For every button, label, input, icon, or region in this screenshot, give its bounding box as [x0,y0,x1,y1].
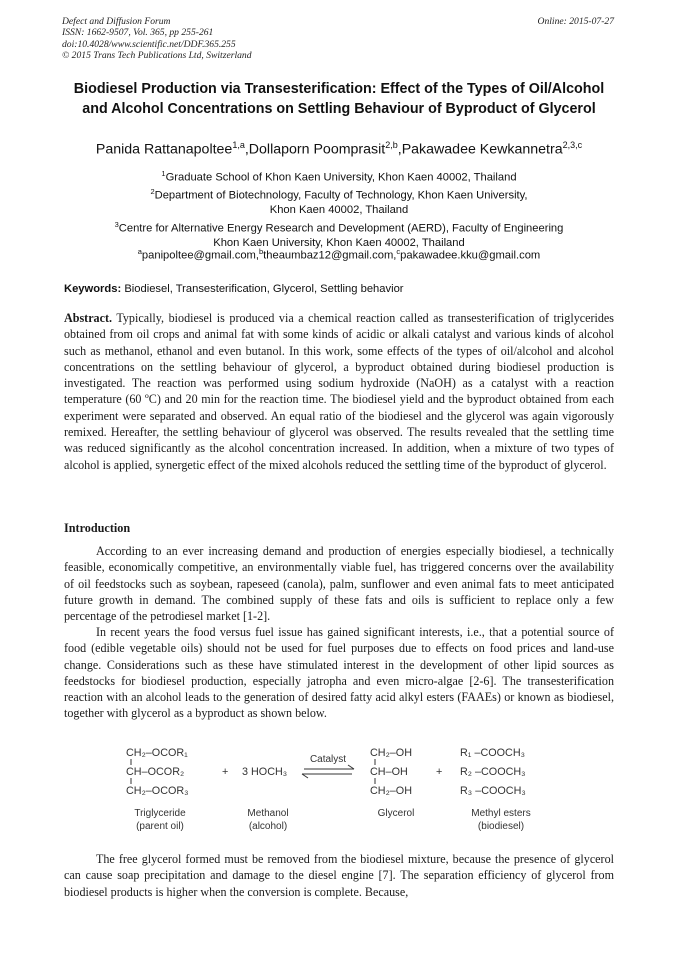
author-name: Panida Rattanapoltee [95,141,233,158]
triglyceride-caption: Triglyceride [134,808,186,819]
ester-row-3: R₃ –COOCH₃ [460,785,526,797]
paper-title: Biodiesel Production via Transesterification: Effect of the Types of Oil/Alcohol and Alcohol Concentrations on Settling Behaviour of Byproduct of Glycerol [73,81,605,117]
plus-sign: + [436,766,443,778]
author-affiliation-marker: 1,a [232,140,245,150]
author-list: Panida Rattanapoltee$^{1,a}$,Dollaporn Poomprasit$^{2,b}$,Pakawadee Kewkannetra$^{2,3,c}$ [95,140,583,158]
copyright-line: © 2015 Trans Tech Publications Ltd, Switzerland [62,49,252,61]
intro-paragraph-3: The free glycerol formed must be removed from the biodiesel mixture, because the presence of glycerol can cause soap precipitation and damage to the diesel engine [7]. The separation efficiency of glycerol from biodiesel products is higher when the conversion is complete. Because, [64,852,614,899]
ester-row-2: R₂ –COOCH₃ [460,766,526,778]
journal-name: Defect and Diffusion Forum [62,16,171,27]
author-name: Dollaporn Poomprasit [248,141,386,158]
abstract [64,310,614,473]
affiliation-2: $^2$Department of Biotechnology, Faculty of Technology, Khon Kaen University, [150,187,528,202]
doi-line[interactable]: doi:10.4028/www.scientific.net/DDF.365.255 [62,38,236,50]
journal-header [62,16,252,61]
author-affiliation-marker: 2,3,c [562,140,583,150]
glycerol-row-2: CH–OH [370,766,408,778]
intro-paragraph-2: In recent years the food versus fuel issue has gained significant interests, i.e., that a potential source of food (edible vegetable oils) should not be used for fuel purposes due to effects on food prices and land-use change. Considerations such as these have stimulated interest in the development of other lipid sources as feedstocks for biodiesel production, especially jatropha and even micro-algae [2-6]. The transesterification reaction with an alcohol leads to the generation of desired fatty acid alkyl esters (FAAEs) or known as biodiesel, together with glycerol as a byproduct as shown below. [64,625,614,721]
triglyceride-row-2: CH–OCOR₂ [126,766,185,778]
keywords-text: Biodiesel, Transesterification, Glycerol, Settling behavior [124,283,404,295]
issn-line: ISSN: 1662-9507, Vol. 365, pp 255-261 [62,27,214,39]
keywords [64,283,404,295]
transesterification-scheme [120,740,560,840]
glycerol-structure [370,747,414,819]
affiliation-1: $^1$Graduate School of Khon Kaen University, Khon Kaen 40002, Thailand [161,169,517,184]
methanol-formula: 3 HOCH₃ [242,766,288,778]
glycerol-caption: Glycerol [377,808,415,819]
affiliation-3: $^3$Centre for Alternative Energy Research and Development (AERD), Faculty of Engineering [114,219,564,235]
methanol-caption-sub: (alcohol) [248,821,288,832]
author-name: Pakawadee Kewkannetra [401,141,563,158]
plus-sign: + [222,766,229,778]
triglyceride-structure [126,747,189,832]
intro-paragraph-1: According to an ever increasing demand and production of energies especially biodiesel, a technically feasible, economically competitive, an environmentally viable fuel, has triggered concerns over the availability of oil feedstocks such as soybean, rapeseed (canola), palm, sunflower and even animal fats to meet anticipated future growth in demand. The combined supply of these fats and oils is sufficient to replace only a few percentage of the petrodiesel market [1-2]. [64,544,614,624]
author-emails: $^a$panipoltee@gmail.com,$^b$theaumbaz12@gmail.com,$^c$pakawadee.kku@gmail.com [137,247,541,262]
triglyceride-row-1: CH₂–OCOR₁ [126,747,188,759]
methanol [242,766,289,832]
methyl-esters-structure [460,747,531,832]
glycerol-row-3: CH₂–OH [370,785,412,797]
triglyceride-caption-sub: (parent oil) [136,821,184,832]
ester-row-1: R₁ –COOCH₃ [460,747,526,759]
author-affiliation-marker: 2,b [385,140,398,150]
esters-caption-sub: (biodiesel) [477,821,525,832]
keywords-label: Keywords: [64,283,122,295]
online-date: Online: 2015-07-27 [537,16,614,27]
catalyst-label: Catalyst [309,754,347,765]
reaction-arrow [302,754,354,778]
abstract-label: Abstract. [64,311,113,325]
triglyceride-row-3: CH₂–OCOR₃ [126,785,189,797]
email-link[interactable]: panipoltee@gmail.com [141,249,256,262]
email-link[interactable]: theaumbaz12@gmail.com [263,249,394,262]
affiliation-3-cont: Khon Kaen University, Khon Kaen 40002, Thailand [213,237,465,250]
email-link[interactable]: pakawadee.kku@gmail.com [400,249,541,262]
affiliation-2-cont: Khon Kaen 40002, Thailand [269,204,409,217]
section-heading: Introduction [64,521,131,535]
esters-caption: Methyl esters [471,808,531,819]
methanol-caption: Methanol [247,808,289,819]
abstract-text: Typically, biodiesel is produced via a chemical reaction called as transesterification of triglycerides obtained from oil crops and animal fat with some kinds of acidic or alkali catalyst and various kinds of alcohol such as methanol, ethanol and even butanol. In this work, some effects of the types of oil/alcohol and alcohol concentrations on the settling behaviour of glycerol, a byproduct obtained during biodiesel production is investigated. The reaction was performed using sodium hydroxide (NaOH) as a catalyst with a reaction temperature (60 ºC) and 20 min for the reaction time. The biodiesel yield and the byproduct obtained from each experiment were separated and observed. An equal ratio of the biodiesel and the glycerol was again vigorously remixed. Hereafter, the settling behaviour of glycerol was observed. The results revealed that the settling time was reduced significantly as the alcohol concentration increased. In addition, when a mixture of two types of alcohol is applied, synergetic effect of the mixed alcohols reduced the settling time of the byproduct of glycerol. [64,311,614,472]
affiliations [60,167,618,251]
glycerol-row-1: CH₂–OH [370,747,412,759]
